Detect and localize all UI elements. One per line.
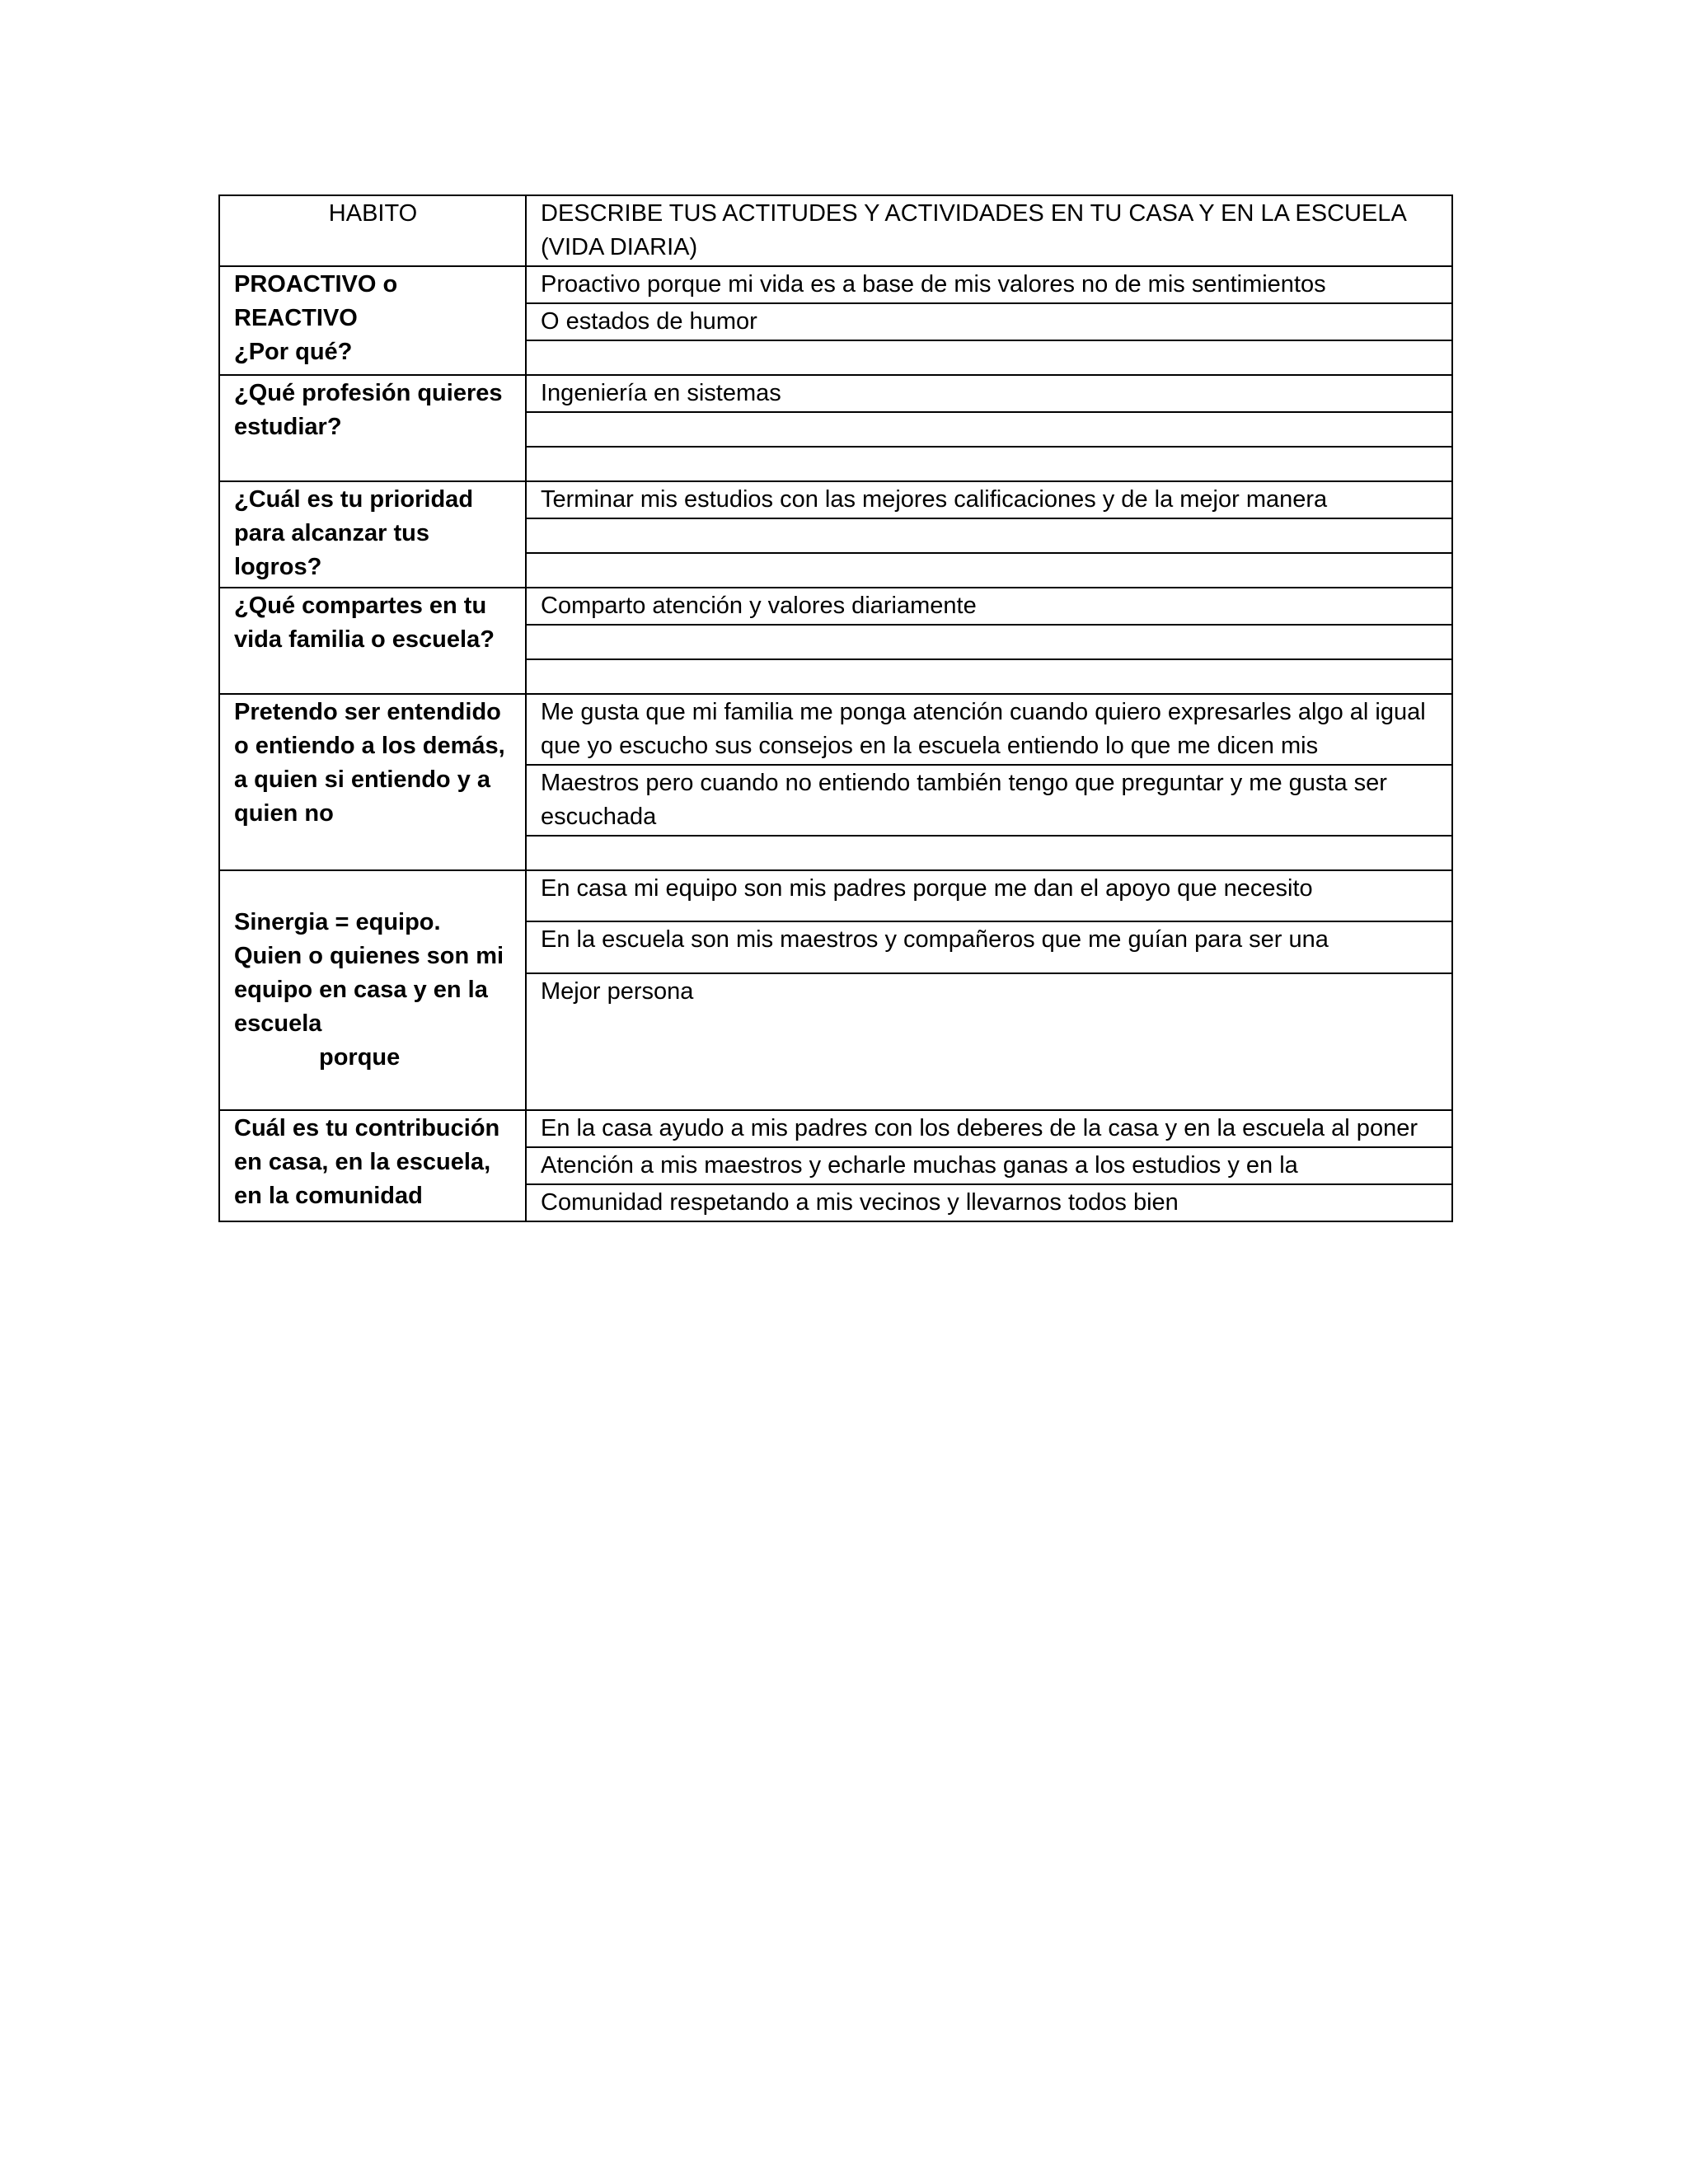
question-sinergia xyxy=(219,870,526,1110)
answer-cell xyxy=(526,412,1452,447)
table-row xyxy=(219,375,1452,412)
question-contribucion: Cuál es tu contribución en casa, en la escuela, en la comunidad xyxy=(219,1110,526,1221)
table-row xyxy=(219,588,1452,625)
answer-cell xyxy=(526,625,1452,659)
answer-cell: Terminar mis estudios con las mejores calificaciones y de la mejor manera xyxy=(526,481,1452,518)
answer-cell: Me gusta que mi familia me ponga atención cuando quiero expresarles algo al igual que yo escucho sus consejos en la escuela entiendo lo que me dicen mis xyxy=(526,694,1452,765)
answer-cell xyxy=(526,340,1452,375)
answer-cell: En la casa ayudo a mis padres con los deberes de la casa y en la escuela al poner xyxy=(526,1110,1452,1147)
answer-cell: Mejor persona xyxy=(526,973,1452,1110)
answer-cell: Comparto atención y valores diariamente xyxy=(526,588,1452,625)
header-describe: DESCRIBE TUS ACTITUDES Y ACTIVIDADES EN TU CASA Y EN LA ESCUELA (VIDA DIARIA) xyxy=(526,195,1452,266)
answer-cell xyxy=(526,518,1452,553)
question-entendido: Pretendo ser entendido o entiendo a los demás, a quien si entiendo y a quien no xyxy=(219,694,526,870)
question-profesion: ¿Qué profesión quieres estudiar? xyxy=(219,375,526,481)
answer-cell: Maestros pero cuando no entiendo también tengo que preguntar y me gusta ser escuchada xyxy=(526,765,1452,836)
answer-cell: Atención a mis maestros y echarle muchas ganas a los estudios y en la xyxy=(526,1147,1452,1184)
question-sinergia-suffix: porque xyxy=(319,1044,401,1071)
answer-cell: Proactivo porque mi vida es a base de mis valores no de mis sentimientos xyxy=(526,266,1452,303)
header-habito: HABITO xyxy=(219,195,526,266)
answer-cell xyxy=(526,659,1452,694)
answer-cell: O estados de humor xyxy=(526,303,1452,340)
table-row xyxy=(219,694,1452,765)
answer-cell xyxy=(526,553,1452,588)
table-row xyxy=(219,1110,1452,1147)
answer-cell: Comunidad respetando a mis vecinos y llevarnos todos bien xyxy=(526,1184,1452,1221)
question-sinergia-text: Sinergia = equipo. Quien o quienes son mi equipo en casa y en la escuela xyxy=(234,909,504,1037)
question-compartes: ¿Qué compartes en tu vida familia o escuela? xyxy=(219,588,526,694)
table-row xyxy=(219,266,1452,303)
question-prioridad: ¿Cuál es tu prioridad para alcanzar tus logros? xyxy=(219,481,526,588)
table-header-row xyxy=(219,195,1452,266)
answer-cell: En la escuela son mis maestros y compañeros que me guían para ser una xyxy=(526,921,1452,972)
answer-cell xyxy=(526,447,1452,481)
answer-cell xyxy=(526,836,1452,870)
table-row xyxy=(219,481,1452,518)
table-row xyxy=(219,870,1452,921)
answer-cell: Ingeniería en sistemas xyxy=(526,375,1452,412)
habit-table xyxy=(218,194,1453,1222)
answer-cell: En casa mi equipo son mis padres porque me dan el apoyo que necesito xyxy=(526,870,1452,921)
question-proactivo: PROACTIVO o REACTIVO ¿Por qué? xyxy=(219,266,526,375)
